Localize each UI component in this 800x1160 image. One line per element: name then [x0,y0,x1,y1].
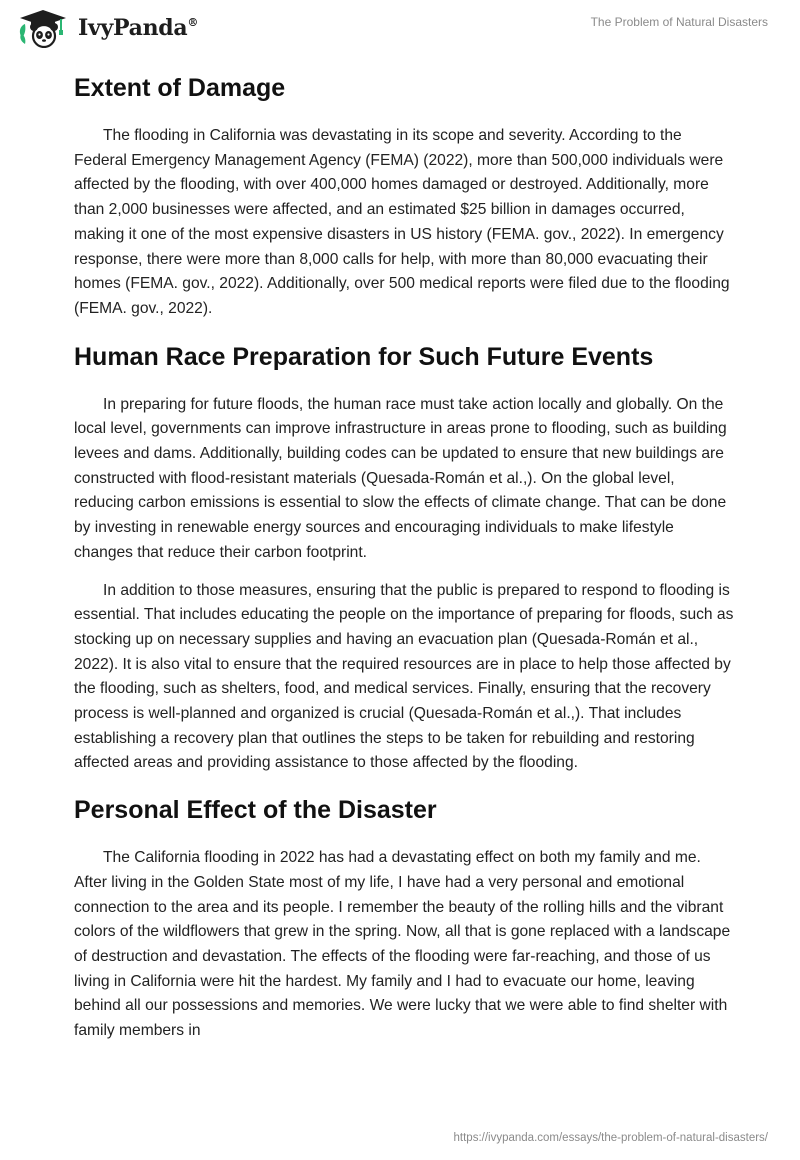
site-logo[interactable] [16,8,198,48]
source-url[interactable]: https://ivypanda.com/essays/the-problem-of-natural-disasters/ [453,1132,768,1144]
section-heading: Personal Effect of the Disaster [74,796,437,825]
page-header [0,0,800,50]
logo-wordmark: IvyPanda® [78,15,199,41]
paragraph: The flooding in California was devastating in its scope and severity. According to the Federal Emergency Management Agency (FEMA) (2022), more than 500,000 individuals were affected by the flooding, with over 400,000 homes damaged or destroyed. Additionally, more than 2,000 businesses were affected, and an estimated $25 billion in damages occurred, making it one of the most expensive disasters in US history (FEMA. gov., 2022). In emergency response, there were more than 8,000 calls for help, with more than 80,000 evacuating their homes (FEMA. gov., 2022). Additionally, over 500 medical reports were filed due to the flooding (FEMA. gov., 2022). [74,127,730,317]
section-future-preparation [74,339,734,777]
registered-mark: ® [187,16,199,29]
paragraph: In preparing for future floods, the human race must take action locally and globally. On the local level, governments can improve infrastructure in areas prone to flooding, such as building levees and dams. Additionally, building codes can be updated to ensure that new buildings are constructed with flood-resistant materials (Quesada-Román et al.,). On the global level, reducing carbon emissions is essential to slow the effects of climate change. That can be done by investing in renewable energy sources and encouraging individuals to make lifestyle changes that reduce their carbon footprint. [74,395,727,561]
document-title: The Problem of Natural Disasters [590,15,768,29]
panda-graduate-icon [16,8,72,48]
essay-body [74,70,734,1057]
section-heading: Human Race Preparation for Such Future Events [74,342,654,371]
section-extent-of-damage [74,70,734,322]
section-heading: Extent of Damage [74,74,286,102]
section-personal-effect [74,792,734,1044]
paragraph: In addition to those measures, ensuring that the public is prepared to respond to flooding is essential. That includes educating the people on the importance of preparing for floods, such as stocking up on necessary supplies and having an evacuation plan (Quesada-Román et al., 2022). It is also vital to ensure that the required resources are in place to help those affected by the flooding, such as shelters, food, and medical services. Finally, ensuring that the recovery process is well-planned and organized is crucial (Quesada-Román et al.,). That includes establishing a recovery plan that outlines the steps to be taken for rebuilding and restoring affected areas and providing assistance to those affected by the flooding. [74,581,734,772]
paragraph: The California flooding in 2022 has had a devastating effect on both my family and me. After living in the Golden State most of my life, I have had a very personal and emotional connection to the area and its people. I remember the beauty of the rolling hills and the vibrant colors of the wildflowers that grew in the spring. Now, all that is gone replaced with a landscape of destruction and devastation. The effects of the flooding were far-reaching, and those of us living in California were hit the hardest. My family and I had to evacuate our home, leaving behind all our possessions and memories. We were lucky that we were able to find shelter with family members in [74,849,731,1040]
